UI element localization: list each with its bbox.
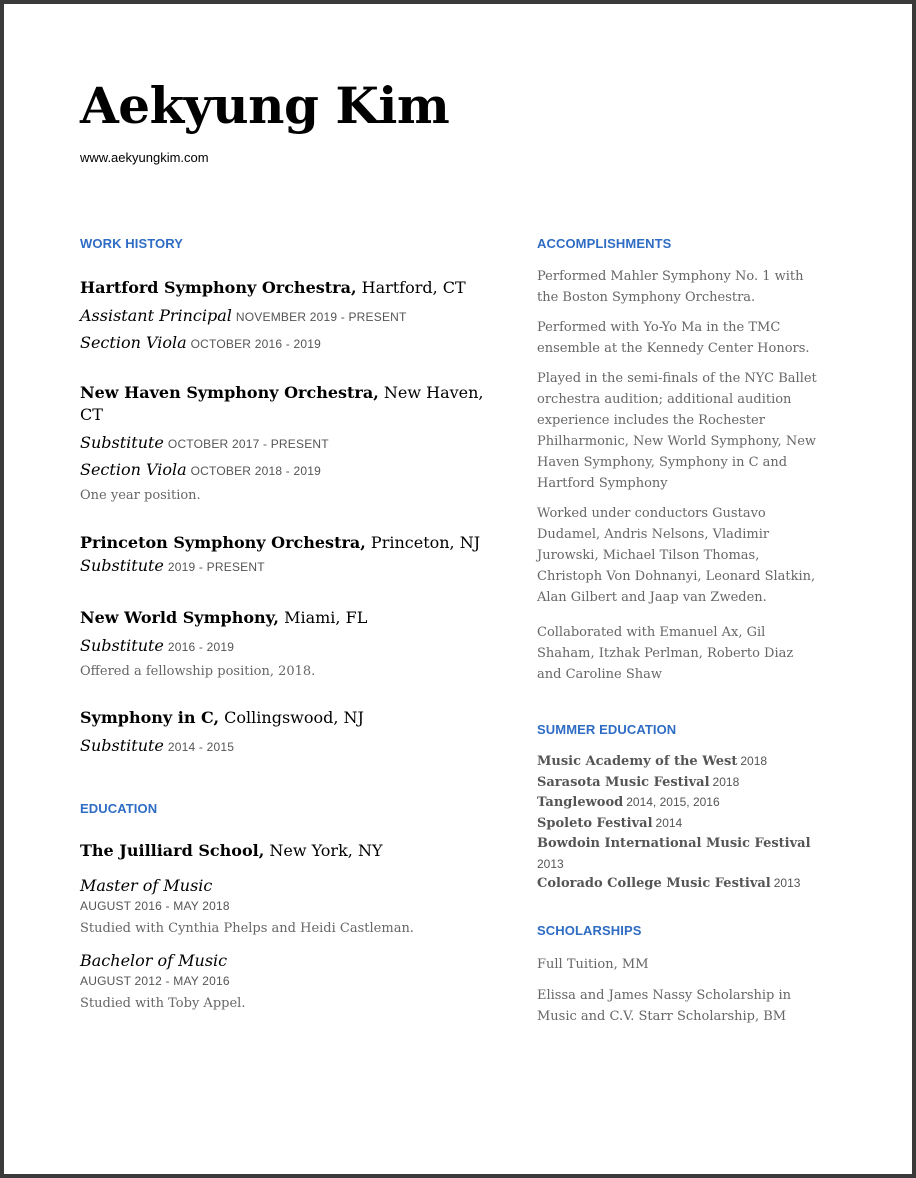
accomplishment-item: Performed with Yo-Yo Ma in the TMC ensemble at the Kennedy Center Honors.	[537, 320, 810, 356]
summer-item	[537, 833, 817, 873]
job-org: Symphony in C,	[80, 708, 220, 727]
job-entry	[80, 532, 500, 581]
job-role	[80, 304, 500, 331]
role-title: Substitute	[80, 433, 164, 452]
degree-entry	[80, 875, 500, 940]
job-place: New Haven, CT	[80, 383, 484, 424]
degree-date: AUGUST 2016 - MAY 2018	[80, 899, 230, 913]
role-date: OCTOBER 2017 - PRESENT	[167, 437, 329, 451]
role-title: Substitute	[80, 556, 164, 575]
job-title	[80, 532, 500, 554]
job-title	[80, 607, 500, 629]
festival-name: Tanglewood	[537, 795, 624, 810]
accomplishment-item: Collaborated with Emanuel Ax, Gil Shaham, Itzhak Perlman, Roberto Diaz and Caroline Shaw	[537, 625, 794, 682]
job-title	[80, 707, 500, 729]
summer-education-heading: SUMMER EDUCATION	[537, 722, 677, 737]
role-date: OCTOBER 2016 - 2019	[190, 337, 321, 351]
role-title: Section Viola	[80, 460, 187, 479]
website-link[interactable]: www.aekyungkim.com	[80, 150, 209, 165]
summer-item	[537, 813, 817, 834]
job-org: Princeton Symphony Orchestra,	[80, 533, 366, 552]
accomplishment-item: Played in the semi-finals of the NYC Ballet orchestra audition; additional audition experience includes the Rochester Philharmonic, New World Symphony, New Haven Symphony, Symphony in C and Hartford Symphony	[537, 371, 817, 491]
degree-name: Bachelor of Music	[80, 951, 228, 970]
festival-year: 2014, 2015, 2016	[626, 795, 720, 809]
job-note: Offered a fellowship position, 2018.	[80, 664, 316, 679]
summer-item	[537, 772, 817, 793]
job-role	[80, 554, 500, 581]
job-role	[80, 431, 500, 458]
festival-year: 2018	[740, 754, 768, 768]
festival-name: Bowdoin International Music Festival	[537, 836, 811, 851]
job-entry	[80, 607, 500, 683]
accomplishments-heading: ACCOMPLISHMENTS	[537, 236, 672, 251]
job-note: One year position.	[80, 488, 201, 503]
job-entry	[80, 277, 500, 358]
degree-entry	[80, 950, 500, 1015]
festival-year: 2018	[712, 774, 740, 789]
role-title: Substitute	[80, 636, 164, 655]
school-place: New York, NY	[269, 841, 383, 860]
job-org: New World Symphony,	[80, 608, 279, 627]
school-title	[80, 840, 500, 862]
festival-year: 2014	[655, 815, 683, 830]
degree-name: Master of Music	[80, 876, 213, 895]
role-date: NOVEMBER 2019 - PRESENT	[235, 310, 407, 324]
job-place: Princeton, NJ	[370, 533, 481, 552]
work-history-heading: WORK HISTORY	[80, 236, 184, 251]
festival-name: Spoleto Festival	[537, 815, 653, 831]
scholarship-item: Full Tuition, MM	[537, 956, 649, 972]
role-date: OCTOBER 2018 - 2019	[190, 464, 321, 478]
scholarships-heading: SCHOLARSHIPS	[537, 922, 642, 938]
summer-item	[537, 751, 817, 772]
scholarship-item: Elissa and James Nassy Scholarship in Music and C.V. Starr Scholarship, BM	[537, 987, 792, 1024]
job-role	[80, 331, 500, 358]
accomplishment-item: Worked under conductors Gustavo Dudamel, Andris Nelsons, Vladimir Jurowski, Michael Tilson Thomas, Christoph Von Dohnanyi, Leonard Slatkin, Alan Gilbert and Jaap van Zweden.	[537, 506, 816, 605]
job-role	[80, 634, 500, 661]
degree-note: Studied with Toby Appel.	[80, 996, 246, 1011]
resume-page	[4, 4, 912, 1174]
job-entry	[80, 382, 500, 507]
accomplishment-item: Performed Mahler Symphony No. 1 with the Boston Symphony Orchestra.	[537, 269, 804, 305]
role-date: 2019 - PRESENT	[167, 560, 265, 574]
summer-list	[537, 751, 817, 894]
festival-name: Colorado College Music Festival	[537, 876, 771, 891]
festival-name: Music Academy of the West	[537, 754, 738, 769]
job-entry	[80, 707, 500, 761]
degree-date: AUGUST 2012 - MAY 2016	[80, 974, 230, 988]
role-title: Assistant Principal	[80, 306, 232, 325]
festival-name: Sarasota Music Festival	[537, 774, 710, 790]
role-title: Substitute	[80, 736, 164, 755]
education-heading: EDUCATION	[80, 801, 158, 816]
job-place: Miami, FL	[284, 608, 368, 627]
summer-item	[537, 792, 817, 813]
resume-name: Aekyung Kim	[80, 76, 450, 135]
role-date: 2016 - 2019	[167, 640, 235, 654]
job-place: Hartford, CT	[361, 278, 466, 297]
job-title	[80, 382, 500, 426]
job-org: New Haven Symphony Orchestra,	[80, 383, 379, 402]
job-place: Collingswood, NJ	[224, 708, 364, 727]
role-date: 2014 - 2015	[167, 740, 235, 754]
role-title: Section Viola	[80, 333, 187, 352]
degree-title	[80, 950, 500, 972]
job-role	[80, 734, 500, 761]
job-org: Hartford Symphony Orchestra,	[80, 278, 357, 297]
festival-year: 2013	[773, 876, 801, 890]
summer-item	[537, 873, 817, 894]
school-name: The Juilliard School,	[80, 841, 265, 860]
job-title	[80, 277, 500, 299]
degree-note: Studied with Cynthia Phelps and Heidi Castleman.	[80, 921, 414, 936]
left-column	[80, 235, 500, 1015]
festival-year: 2013	[537, 856, 564, 871]
job-role	[80, 458, 500, 485]
right-column	[537, 235, 817, 1027]
degree-title	[80, 875, 500, 897]
